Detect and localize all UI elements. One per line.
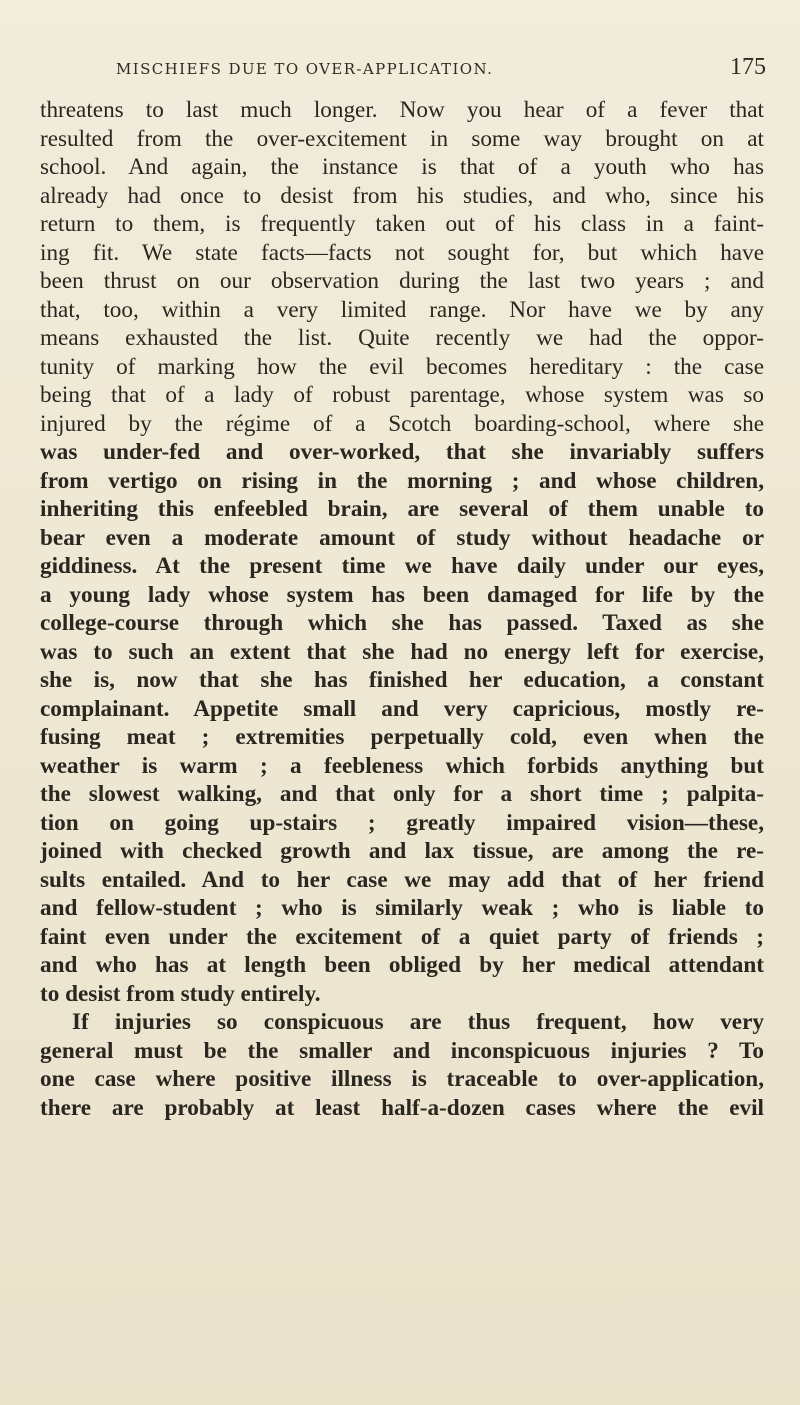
text-line: college-course through which she has passed. Taxed as she — [40, 610, 764, 636]
text-line: return to them, is frequently taken out of his class in a faint- — [40, 211, 764, 237]
text-line: sults entailed. And to her case we may add that of her friend — [40, 866, 764, 893]
text-line: bear even a moderate amount of study without headache or — [40, 524, 764, 551]
text-line: she is, now that she has finished her education, a constant — [40, 667, 764, 693]
text-line: threatens to last much longer. Now you hear of a fever that — [40, 97, 764, 123]
text-line: inheriting this enfeebled brain, are several of them unable to — [40, 496, 764, 522]
text-line: one case where positive illness is traceable to over-application, — [40, 1066, 764, 1092]
text-line: fusing meat ; extremities perpetually cold, even when the — [40, 724, 764, 750]
text-line: resulted from the over-excitement in some way brought on at — [40, 125, 764, 152]
text-line: there are probably at least half-a-dozen cases where the evil — [40, 1094, 764, 1121]
text-line: means exhausted the list. Quite recently we had the oppor- — [40, 325, 764, 351]
text-line: and fellow-student ; who is similarly weak ; who is liable to — [40, 895, 764, 921]
text-line: that, too, within a very limited range. Nor have we by any — [40, 296, 764, 323]
text-line: general must be the smaller and inconspicuous injuries ? To — [40, 1037, 764, 1064]
text-line: and who has at length been obliged by her medical attendant — [40, 952, 764, 978]
text-line: to desist from study entirely. — [40, 980, 321, 1007]
text-line: school. And again, the instance is that of a youth who has — [40, 154, 764, 180]
text-line: a young lady whose system has been damaged for life by the — [40, 581, 764, 608]
page-header — [116, 54, 766, 86]
text-line: was under-fed and over-worked, that she invariably suffers — [40, 439, 764, 465]
text-line: ing fit. We state facts—facts not sought for, but which have — [40, 239, 764, 266]
text-line: already had once to desist from his studies, and who, since his — [40, 182, 764, 209]
page-number: 175 — [730, 54, 766, 80]
text-line: faint even under the excitement of a quiet party of friends ; — [40, 923, 764, 950]
text-line: tunity of marking how the evil becomes hereditary : the case — [40, 353, 764, 380]
text-line: was to such an extent that she had no energy left for exercise, — [40, 638, 764, 665]
text-line: weather is warm ; a feebleness which forbids anything but — [40, 752, 764, 779]
text-line: being that of a lady of robust parentage, whose system was so — [40, 382, 764, 408]
running-title: MISCHIEFS DUE TO OVER-APPLICATION. — [116, 60, 494, 78]
text-line: giddiness. At the present time we have daily under our eyes, — [40, 553, 764, 579]
text-line: If injuries so conspicuous are thus frequent, how very — [72, 1009, 764, 1035]
text-line: the slowest walking, and that only for a short time ; palpita- — [40, 781, 764, 807]
text-line: injured by the régime of a Scotch boarding-school, where she — [40, 410, 764, 437]
text-line: joined with checked growth and lax tissue, are among the re- — [40, 838, 764, 864]
text-line: complainant. Appetite small and very capricious, mostly re- — [40, 695, 764, 722]
text-line: from vertigo on rising in the morning ; and whose children, — [40, 467, 764, 494]
text-line: tion on going up-stairs ; greatly impaired vision—these, — [40, 809, 764, 836]
body-text — [40, 96, 764, 1122]
text-line: been thrust on our observation during the last two years ; and — [40, 268, 764, 294]
